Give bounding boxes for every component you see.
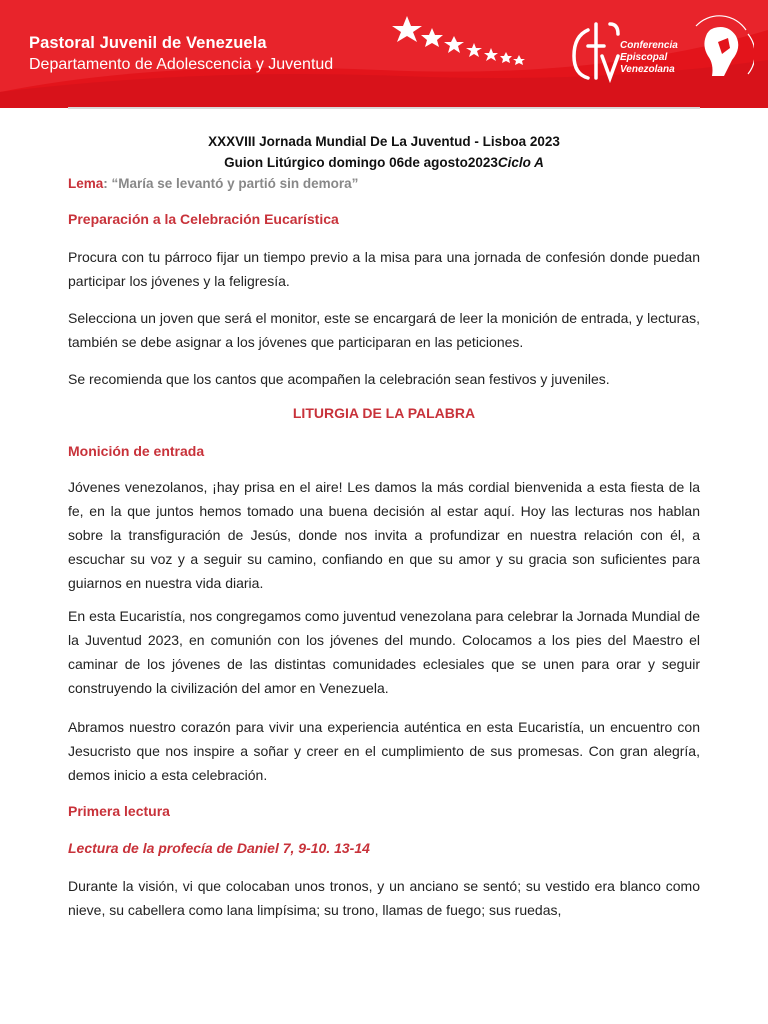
cev-logo-text: Conferencia Episcopal Venezolana bbox=[620, 40, 678, 75]
section-heading-preparacion: Preparación a la Celebración Eucarística bbox=[68, 211, 339, 227]
header-divider bbox=[68, 107, 700, 109]
paragraph-prep-1: Procura con tu párroco fijar un tiempo previo a la misa para una jornada de confesión donde puedan participar los jóvenes y la feligresía. bbox=[68, 249, 700, 289]
paragraph-prep-2: Selecciona un joven que será el monitor, este se encargará de leer la monición de entrada, y lecturas, también se debe asignar a los jóvenes que participaran en las peticiones. bbox=[68, 310, 700, 350]
liturgical-cycle: Ciclo A bbox=[497, 155, 544, 170]
stars-icon bbox=[390, 10, 540, 80]
subtitle-date: Guion Litúrgico domingo 06de agosto2023 bbox=[224, 155, 498, 170]
pastoral-seal-icon bbox=[684, 14, 754, 92]
paragraph-lectura-1: Durante la visión, vi que colocaban unos tronos, y un anciano se sentó; su vestido era blanco como nieve, su cabellera como lana limpísima; su trono, llamas de fuego; sus ruedas, bbox=[68, 878, 700, 918]
section-heading-liturgia: LITURGIA DE LA PALABRA bbox=[292, 405, 476, 421]
paragraph-monicion-3: Abramos nuestro corazón para vivir una experiencia auténtica en esta Eucaristía, un encuentro con Jesucristo que nos inspire a soñar y creer en el cumplimiento de sus promesas. Con gran alegría, demos inicio a esta celebración. bbox=[68, 719, 700, 783]
paragraph-monicion-1: Jóvenes venezolanos, ¡hay prisa en el aire! Les damos la más cordial bienvenida a esta fiesta de la fe, en la que juntos hemos tomado una buena decisión al estar aquí. Hoy las lecturas nos hablan sobre la transfiguración de Jesús, donde nos invita a profundizar en nuestra relación con él, a escuchar su voz y a seguir su camino, confiando en que su amor y su gracia son suficientes para guiarnos en nuestra vida diaria. bbox=[68, 479, 700, 591]
organization-title: Pastoral Juvenil de Venezuela bbox=[29, 34, 267, 52]
document-title: XXXVIII Jornada Mundial De La Juventud - Lisboa 2023 bbox=[208, 134, 560, 149]
page-header bbox=[0, 0, 768, 108]
lema-label: Lema bbox=[68, 176, 104, 191]
section-heading-monicion: Monición de entrada bbox=[68, 443, 205, 459]
lema-text: : “María se levantó y partió sin demora” bbox=[103, 176, 359, 191]
document-subtitle bbox=[68, 155, 700, 170]
cev-logo-icon bbox=[566, 16, 622, 86]
reading-reference: Lectura de la profecía de Daniel 7, 9-10. 13-14 bbox=[68, 840, 370, 856]
paragraph-monicion-2: En esta Eucaristía, nos congregamos como juventud venezolana para celebrar la Jornada Mundial de la Juventud 2023, en comunión con los jóvenes del mundo. Colocamos a los pies del Maestro el caminar de los jóvenes de las distintas comunidades eclesiales que se unen para orar y seguir construyendo la civilización del amor en Venezuela. bbox=[68, 608, 700, 696]
paragraph-prep-3: Se recomienda que los cantos que acompañen la celebración sean festivos y juveniles. bbox=[68, 371, 610, 387]
lema-line bbox=[68, 176, 358, 191]
department-subtitle: Departamento de Adolescencia y Juventud bbox=[29, 56, 334, 73]
section-heading-primera-lectura: Primera lectura bbox=[68, 803, 170, 819]
